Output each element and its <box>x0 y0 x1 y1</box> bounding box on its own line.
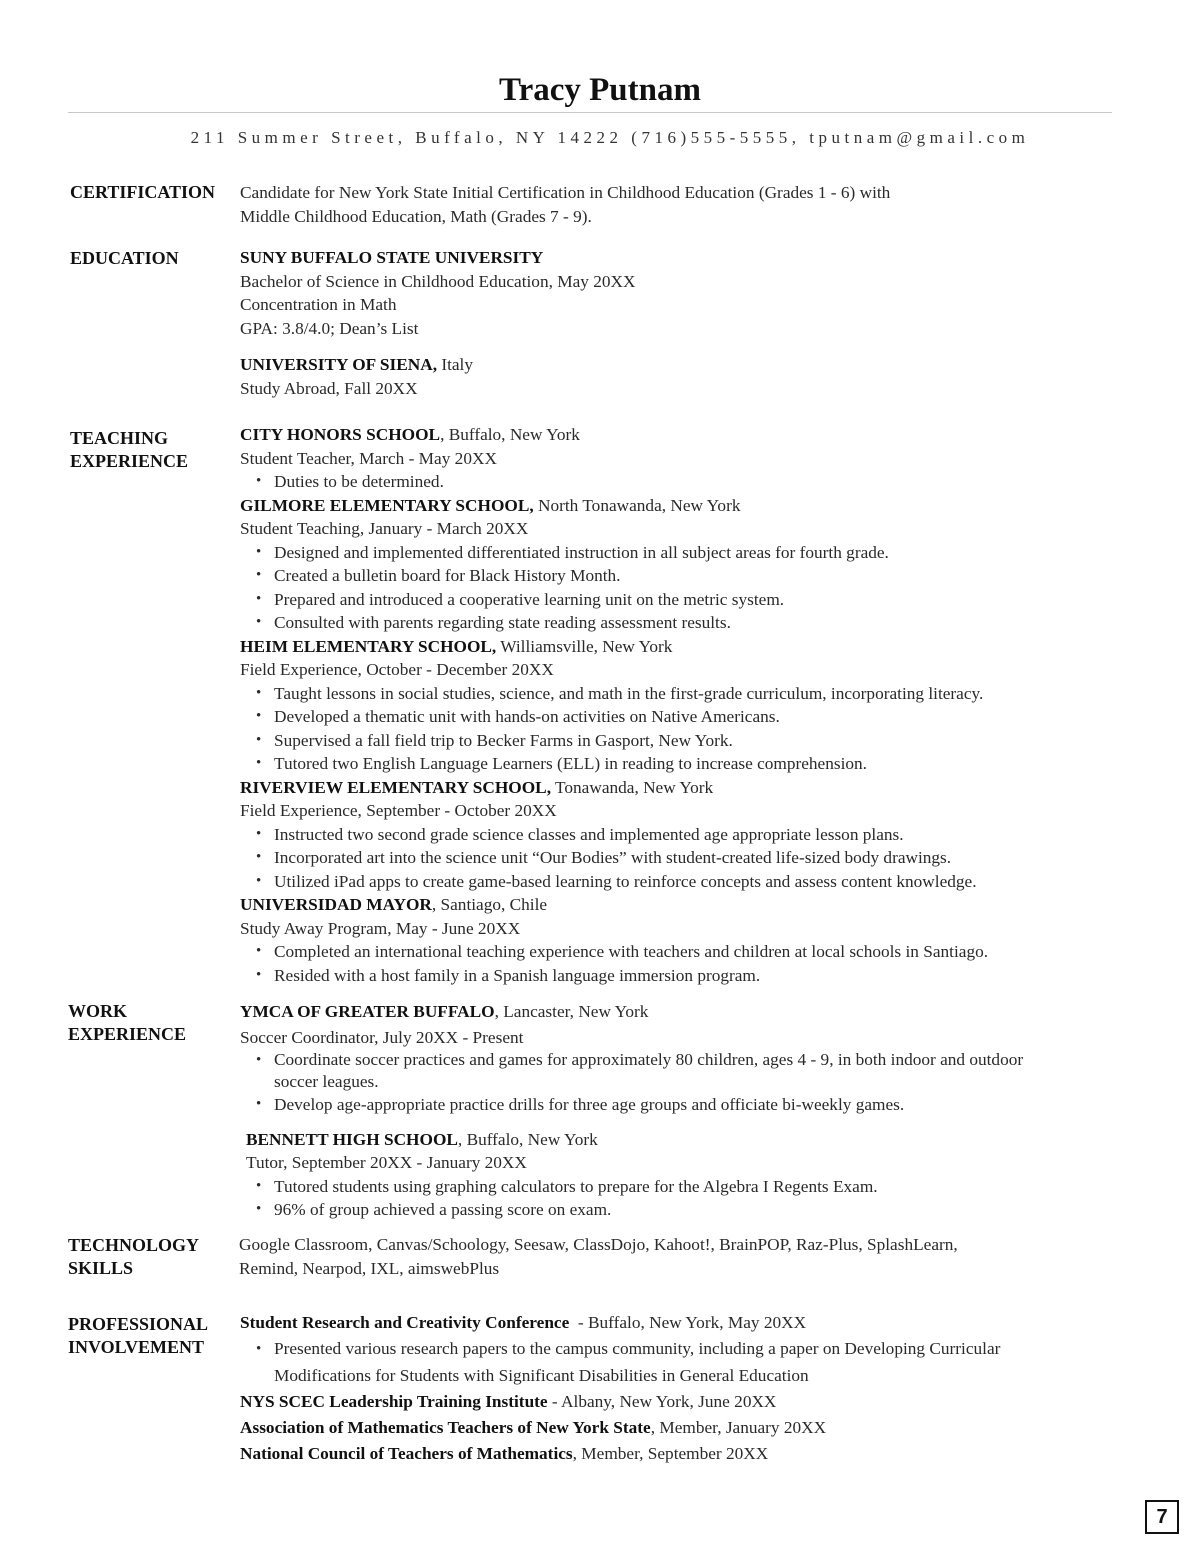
role-line: Student Teaching, January - March 20XX <box>240 519 529 538</box>
school-heading <box>240 246 1120 270</box>
teaching-section <box>240 423 1120 987</box>
employer-name: GILMORE ELEMENTARY SCHOOL, <box>240 495 534 515</box>
professional-section <box>240 1310 1120 1468</box>
list-item: • Consulted with parents regarding state reading assessment results. <box>240 611 1120 635</box>
section-label-line: TEACHING <box>70 428 169 448</box>
employer-heading <box>246 1128 1120 1152</box>
employer-heading <box>240 1000 1120 1024</box>
role-line: Field Experience, October - December 20XX <box>240 660 554 679</box>
employer-heading <box>240 776 1120 800</box>
list-item: • Presented various research papers to the campus community, including a paper on Developing Curricular Modifications for Students with Significant Disabilities in General Education <box>240 1336 1084 1389</box>
certification-line: Candidate for New York State Initial Certification in Childhood Education (Grades 1 - 6) with <box>240 183 891 202</box>
duty-list <box>240 541 1120 635</box>
technology-section <box>239 1233 1119 1280</box>
header-divider <box>68 112 1112 113</box>
list-item: • Duties to be determined. <box>240 470 1120 494</box>
involvement-details: , Member, September 20XX <box>572 1444 769 1464</box>
section-label-technology <box>68 1234 199 1280</box>
list-item: • Prepared and introduced a cooperative learning unit on the metric system. <box>240 588 1120 612</box>
page-number: 7 <box>1145 1500 1179 1534</box>
section-label-line: WORK <box>68 1001 128 1021</box>
employer-location: , Lancaster, New York <box>494 1002 649 1021</box>
resume-name: Tracy Putnam <box>499 72 701 108</box>
employer-name: RIVERVIEW ELEMENTARY SCHOOL, <box>240 777 552 797</box>
certification-section <box>240 181 1120 228</box>
section-label-line: EXPERIENCE <box>68 1024 187 1044</box>
list-item: • Tutored students using graphing calculators to prepare for the Algebra I Regents Exam. <box>240 1175 1120 1199</box>
list-item: • Taught lessons in social studies, science, and math in the first-grade curriculum, incorporating literacy. <box>240 682 1120 706</box>
employer-name: CITY HONORS SCHOOL <box>240 425 441 444</box>
list-item: • Developed a thematic unit with hands-on activities on Native Americans. <box>240 705 1120 729</box>
school-name: SUNY BUFFALO STATE UNIVERSITY <box>240 248 544 267</box>
education-section <box>240 246 1120 400</box>
employer-heading <box>240 423 1120 447</box>
school-location: Italy <box>437 355 474 374</box>
duty-list <box>240 470 1120 494</box>
involvement-name: National Council of Teachers of Mathematics <box>240 1444 573 1464</box>
list-item: • Coordinate soccer practices and games for approximately 80 children, ages 4 - 9, in both indoor and outdoor soccer leagues. <box>240 1049 1064 1093</box>
duty-list <box>240 1175 1120 1222</box>
duty-list <box>240 823 1120 894</box>
employer-location: Tonawanda, New York <box>551 777 714 797</box>
skills-line: Google Classroom, Canvas/Schoology, Seesaw, ClassDojo, Kahoot!, BrainPOP, Raz-Plus, SplashLearn, <box>239 1235 958 1254</box>
duty-list <box>240 1049 1120 1117</box>
list-item: • Tutored two English Language Learners (ELL) in reading to increase comprehension. <box>240 752 1120 776</box>
involvement-details: - Albany, New York, June 20XX <box>547 1391 777 1411</box>
list-item: • Created a bulletin board for Black History Month. <box>240 564 1120 588</box>
involvement-name: NYS SCEC Leadership Training Institute <box>240 1391 548 1411</box>
school-detail: Study Abroad, Fall 20XX <box>240 378 418 398</box>
school-name: UNIVERSITY OF SIENA, <box>240 355 438 374</box>
involvement-details: - Buffalo, New York, May 20XX <box>569 1313 807 1332</box>
skills-line: Remind, Nearpod, IXL, aimswebPlus <box>239 1258 500 1278</box>
employer-location: , Buffalo, New York <box>440 425 580 444</box>
employer-heading <box>240 494 1120 518</box>
role-line: Tutor, September 20XX - January 20XX <box>246 1153 527 1172</box>
list-item: • Incorporated art into the science unit “Our Bodies” with student-created life-sized body drawings. <box>240 846 1120 870</box>
list-item: • Instructed two second grade science classes and implemented age appropriate lesson plans. <box>240 823 1120 847</box>
involvement-item <box>240 1310 1120 1336</box>
role-line: Field Experience, September - October 20XX <box>240 801 557 820</box>
employer-block <box>240 1128 1120 1175</box>
employer-name: HEIM ELEMENTARY SCHOOL, <box>240 636 497 656</box>
section-label-line: TECHNOLOGY <box>68 1235 200 1255</box>
list-item: • Designed and implemented differentiated instruction in all subject areas for fourth grade. <box>240 541 1120 565</box>
employer-name: BENNETT HIGH SCHOOL <box>246 1129 458 1149</box>
contact-info: 211 Summer Street, Buffalo, NY 14222 (716)555-5555, tputnam@gmail.com <box>190 128 1030 147</box>
duty-list <box>240 682 1120 776</box>
list-item: • Completed an international teaching experience with teachers and children at local schools in Santiago. <box>240 940 1120 964</box>
work-section <box>240 1000 1120 1222</box>
school-heading <box>240 353 1120 377</box>
section-label-education: EDUCATION <box>70 248 179 268</box>
section-label-certification: CERTIFICATION <box>70 182 216 202</box>
involvement-item <box>240 1415 1120 1441</box>
role-line: Study Away Program, May - June 20XX <box>240 918 521 938</box>
employer-heading <box>240 893 1120 917</box>
role-line: Soccer Coordinator, July 20XX - Present <box>240 1027 524 1047</box>
involvement-name: Association of Mathematics Teachers of New York State <box>240 1418 651 1438</box>
list-item: • Resided with a host family in a Spanish language immersion program. <box>240 964 1120 988</box>
section-label-teaching <box>70 427 188 473</box>
school-detail: GPA: 3.8/4.0; Dean’s List <box>240 318 419 338</box>
list-item: • Utilized iPad apps to create game-based learning to reinforce concepts and assess content knowledge. <box>240 870 1120 894</box>
employer-location: , Santiago, Chile <box>431 895 548 914</box>
involvement-details: , Member, January 20XX <box>650 1418 827 1438</box>
section-label-line: INVOLVEMENT <box>68 1337 205 1357</box>
section-label-line: EXPERIENCE <box>70 451 189 471</box>
section-label-line: PROFESSIONAL <box>68 1314 209 1334</box>
involvement-item <box>240 1441 1120 1467</box>
section-label-line: SKILLS <box>68 1258 134 1278</box>
employer-heading <box>240 635 1120 659</box>
employer-location: Williamsville, New York <box>496 636 673 656</box>
employer-name: UNIVERSIDAD MAYOR <box>240 895 432 914</box>
employer-location: , Buffalo, New York <box>457 1129 598 1149</box>
school-detail: Concentration in Math <box>240 295 397 314</box>
involvement-list <box>240 1336 1120 1389</box>
involvement-name: Student Research and Creativity Conference <box>240 1313 570 1332</box>
list-item: • Develop age-appropriate practice drills for three age groups and officiate bi-weekly games. <box>240 1093 1120 1117</box>
list-item: • Supervised a fall field trip to Becker Farms in Gasport, New York. <box>240 729 1120 753</box>
involvement-item <box>240 1389 1120 1415</box>
duty-list <box>240 940 1120 987</box>
employer-name: YMCA OF GREATER BUFFALO <box>240 1002 495 1021</box>
role-line: Student Teacher, March - May 20XX <box>240 448 497 468</box>
section-label-professional <box>68 1313 208 1359</box>
certification-line: Middle Childhood Education, Math (Grades 7 - 9). <box>240 206 592 226</box>
list-item: • 96% of group achieved a passing score on exam. <box>240 1198 1120 1222</box>
school-detail: Bachelor of Science in Childhood Education, May 20XX <box>240 271 636 291</box>
section-label-work <box>68 1000 186 1046</box>
employer-location: North Tonawanda, New York <box>533 495 741 515</box>
